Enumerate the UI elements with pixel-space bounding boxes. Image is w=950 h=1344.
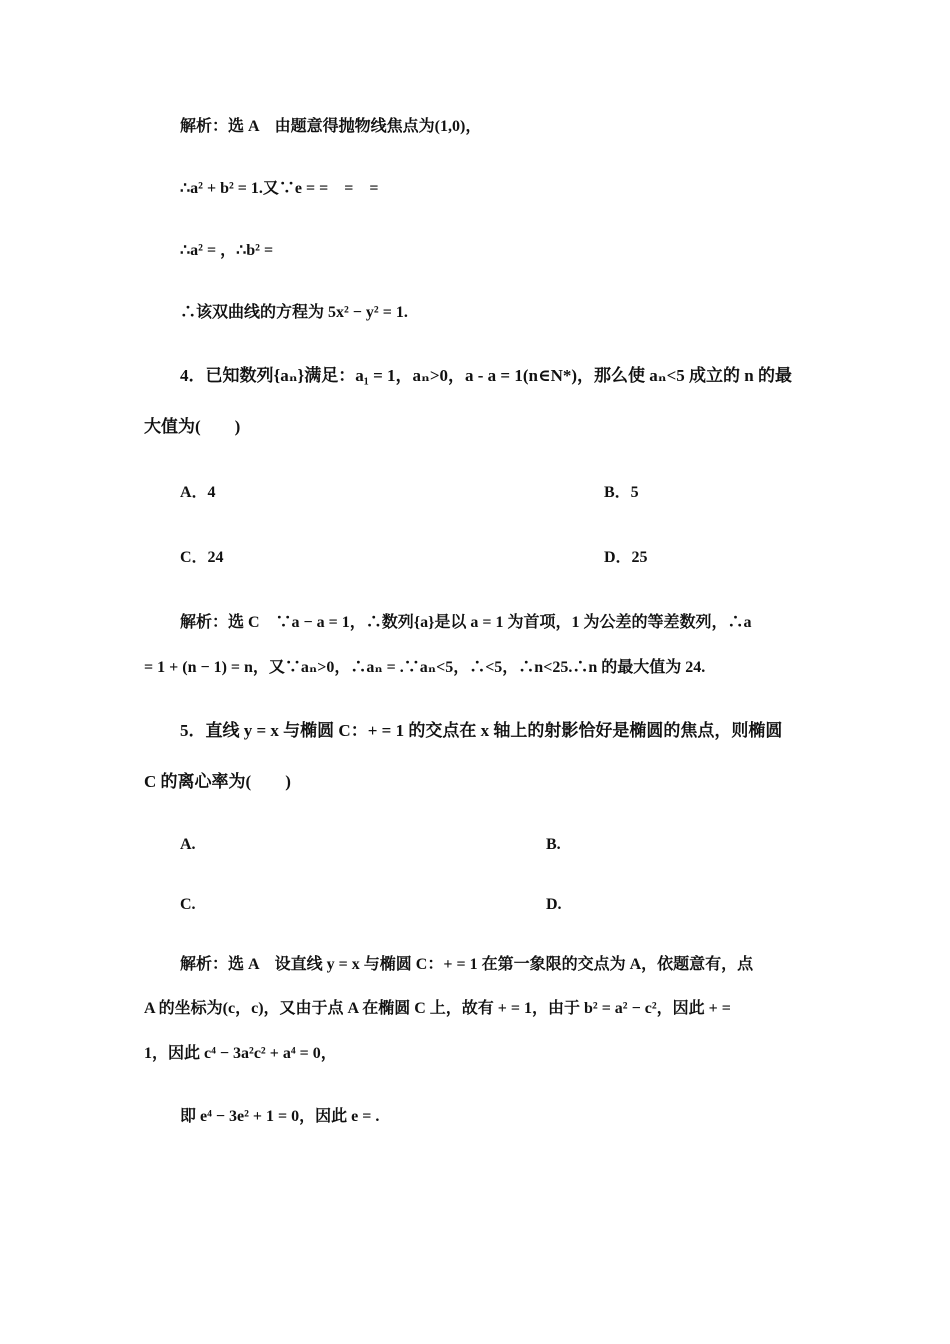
question-4-option-c: C．24 <box>180 549 224 566</box>
solution-5-line-4: 即 e⁴ − 3e² + 1 = 0，因此 e = . <box>180 1108 380 1125</box>
question-5-option-a: A. <box>180 836 196 853</box>
question-5-option-b: B. <box>546 836 561 853</box>
solution-3-line-3: ∴a² = ，∴b² = <box>180 242 274 259</box>
question-4-option-d: D．25 <box>604 549 648 566</box>
solution-3-line-2: ∴a² + b² = 1.又∵e = = = = <box>180 180 379 197</box>
question-5-option-c: C. <box>180 896 196 913</box>
solution-5-line-1: 解析：选 A 设直线 y = x 与椭圆 C：+ = 1 在第一象限的交点为 A，依题意有，点 <box>180 956 754 973</box>
question-5-line-2: C 的离心率为( ) <box>144 772 291 791</box>
question-5-line-1: 5．直线 y = x 与椭圆 C：+ = 1 的交点在 x 轴上的射影恰好是椭圆的焦点，则椭圆 <box>180 721 783 740</box>
question-4-line-1: 4．已知数列{aₙ}满足：a₁ = 1，aₙ>0，a - a = 1(n∈N*)，那么使 aₙ<5 成立的 n 的最 <box>180 366 792 385</box>
solution-3-line-4: ∴该双曲线的方程为 5x² − y² = 1. <box>180 304 408 321</box>
question-5-option-d: D. <box>546 896 562 913</box>
solution-5-line-2: A 的坐标为(c，c)，又由于点 A 在椭圆 C 上，故有 + = 1，由于 b² = a² − c²，因此 + = <box>144 1000 731 1017</box>
question-4-option-b: B．5 <box>604 484 639 501</box>
solution-3-line-1: 解析：选 A 由题意得抛物线焦点为(1,0)， <box>180 118 482 135</box>
question-4-line-2: 大值为( ) <box>144 417 241 436</box>
solution-4-line-2: = 1 + (n − 1) = n，又∵aₙ>0，∴aₙ = .∵aₙ<5，∴<5，∴n<25.∴n 的最大值为 24. <box>144 659 706 676</box>
solution-5-line-3: 1，因此 c⁴ − 3a²c² + a⁴ = 0， <box>144 1045 337 1062</box>
question-4-option-a: A．4 <box>180 484 216 501</box>
solution-4-line-1: 解析：选 C ∵a − a = 1，∴数列{a}是以 a = 1 为首项，1 为公差的等差数列，∴a <box>180 614 752 631</box>
